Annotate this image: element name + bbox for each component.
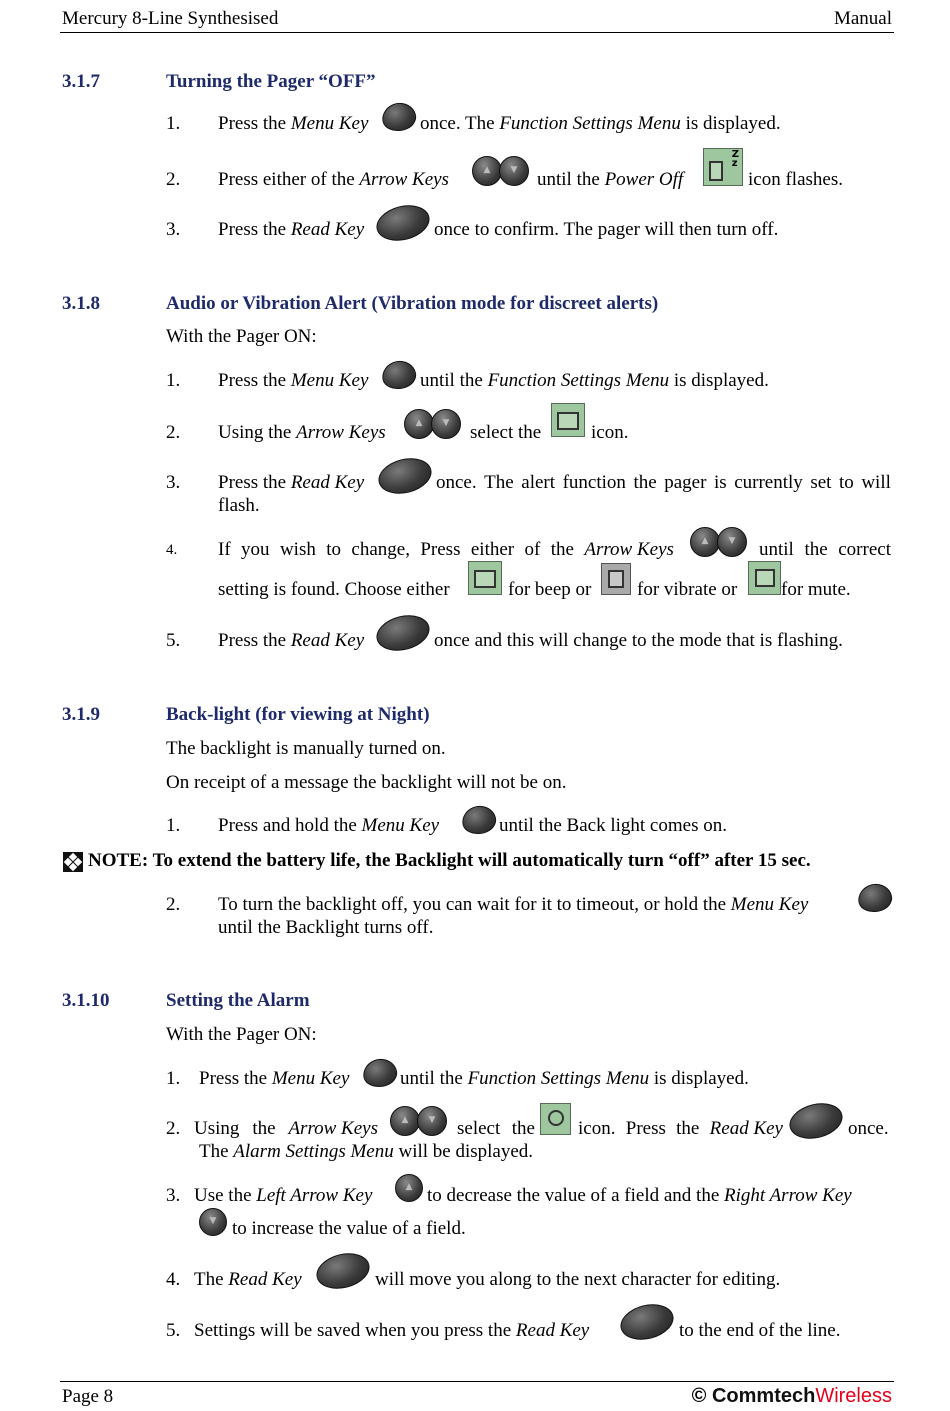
step-text: Press the Menu Key — [218, 370, 369, 391]
step-text-cont: until the Back light comes on. — [499, 815, 727, 836]
read-key-icon — [375, 453, 436, 499]
section-title: Back-light (for viewing at Night) — [166, 704, 430, 725]
step-text-wrap: flash. — [218, 495, 260, 516]
step-number: 2. — [166, 422, 181, 443]
step-text: If you wish to change, Press either of the Arrow Keys — [218, 539, 674, 560]
step-text: Press the Menu Key — [218, 113, 369, 134]
alert-mode-icon — [551, 403, 585, 437]
step-number: 5. — [166, 1320, 181, 1341]
step-text-wrap: to increase the value of a field. — [232, 1218, 466, 1239]
step-text: Use the Left Arrow Key — [194, 1185, 373, 1206]
beep-mode-icon — [468, 561, 502, 595]
step-text-cont: until the Power Off — [537, 169, 684, 190]
step-text-cont: once. — [848, 1118, 889, 1139]
step-number: 2. — [166, 169, 181, 190]
menu-key-icon — [459, 803, 498, 837]
step-text: Settings will be saved when you press the Read Key — [194, 1320, 590, 1341]
arrow-keys-icon: ▲ ▼ — [690, 527, 748, 559]
section-number: 3.1.7 — [62, 71, 100, 92]
step-number: 1. — [166, 370, 181, 391]
step-text-cont: until the correct — [759, 539, 891, 560]
footer-brand-logo — [692, 1385, 892, 1408]
arrow-keys-icon: ▲ ▼ — [404, 409, 462, 441]
step-text: To turn the backlight off, you can wait for it to timeout, or hold the Menu Key — [218, 894, 809, 915]
menu-key-icon — [855, 881, 894, 915]
step-text-cont: icon. — [591, 422, 629, 443]
step-text-cont: until the Function Settings Menu is displayed. — [400, 1068, 749, 1089]
step-text: Using the Arrow Keys — [218, 422, 386, 443]
brand-name-part-2: Wireless — [815, 1385, 892, 1407]
step-number: 4. — [166, 1269, 181, 1290]
step-text-cont: select the — [457, 1118, 535, 1139]
step-text: The Read Key — [194, 1269, 302, 1290]
step-text-cont: once. The Function Settings Menu is displayed. — [420, 113, 781, 134]
step-text-wrap: setting is found. Choose either — [218, 579, 450, 600]
step-number: 3. — [166, 1185, 181, 1206]
header-doc-type: Manual — [833, 8, 892, 29]
page-number: Page 8 — [62, 1386, 114, 1407]
step-text-cont: to the end of the line. — [679, 1320, 841, 1341]
step-text-cont: icon. Press the Read Key — [578, 1118, 783, 1139]
intro-text: With the Pager ON: — [166, 326, 317, 347]
step-number: 4. — [166, 542, 178, 558]
body-text: The backlight is manually turned on. — [166, 738, 446, 759]
read-key-icon — [786, 1098, 847, 1144]
step-text: Press the Read Key — [218, 472, 365, 493]
mute-mode-icon — [748, 561, 781, 595]
step-number: 2. — [166, 1118, 181, 1139]
step-number: 3. — [166, 472, 181, 493]
power-off-icon: Z z — [703, 148, 743, 186]
step-number: 1. — [166, 113, 181, 134]
section-number: 3.1.10 — [62, 990, 110, 1011]
step-text-cont: to decrease the value of a field and the Right Arrow Key — [427, 1185, 852, 1206]
step-text: Press and hold the Menu Key — [218, 815, 440, 836]
body-text: On receipt of a message the backlight will not be on. — [166, 772, 567, 793]
section-number: 3.1.8 — [62, 293, 100, 314]
step-text: Press the Read Key — [218, 219, 365, 240]
section-title: Setting the Alarm — [166, 990, 310, 1011]
step-text: Press either of the Arrow Keys — [218, 169, 449, 190]
step-text: Press the Menu Key — [199, 1068, 350, 1089]
step-number: 2. — [166, 894, 181, 915]
note-text: NOTE: To extend the battery life, the Backlight will automatically turn “off” after 15 sec. — [88, 850, 811, 871]
step-text-cont: will move you along to the next character for editing. — [375, 1269, 781, 1290]
menu-key-icon — [360, 1056, 399, 1090]
header-title: Mercury 8-Line Synthesised — [62, 8, 279, 29]
arrow-keys-icon: ▲ ▼ — [472, 156, 530, 188]
step-text-wrap: for beep or — [508, 579, 592, 600]
step-text-wrap: for vibrate or — [637, 579, 738, 600]
vibrate-mode-icon — [601, 563, 631, 595]
step-text-cont: once and this will change to the mode that is flashing. — [434, 630, 843, 651]
footer-rule — [60, 1381, 894, 1382]
step-text-cont: icon flashes. — [748, 169, 843, 190]
step-text-wrap: until the Backlight turns off. — [218, 917, 434, 938]
step-text-cont: select the — [470, 422, 542, 443]
section-title: Turning the Pager “OFF” — [166, 71, 376, 92]
step-text-cont: once to confirm. The pager will then turn off. — [434, 219, 779, 240]
arrow-keys-icon: ▲ ▼ — [390, 1106, 448, 1138]
step-text-cont: once. The alert function the pager is currently set to will — [436, 472, 891, 493]
left-arrow-key-icon: ▲ — [395, 1174, 423, 1202]
step-number: 1. — [166, 815, 181, 836]
menu-key-icon — [379, 358, 418, 392]
read-key-icon — [617, 1299, 678, 1345]
step-text-cont: until the Function Settings Menu is displayed. — [420, 370, 769, 391]
header-rule — [60, 32, 894, 33]
read-key-icon — [313, 1248, 374, 1294]
step-text-wrap: The Alarm Settings Menu will be displayed. — [199, 1141, 534, 1162]
brand-name-part-1: Commtech — [711, 1385, 816, 1407]
note-diamond-icon — [63, 852, 83, 872]
alarm-icon — [540, 1103, 571, 1135]
step-number: 3. — [166, 219, 181, 240]
step-number: 5. — [166, 630, 181, 651]
step-text: Using the Arrow Keys — [194, 1118, 378, 1139]
section-title: Audio or Vibration Alert (Vibration mode for discreet alerts) — [166, 293, 659, 314]
step-number: 1. — [166, 1068, 181, 1089]
read-key-icon — [373, 200, 434, 246]
intro-text: With the Pager ON: — [166, 1024, 317, 1045]
step-text-wrap: for mute. — [781, 579, 851, 600]
copyright-mark: © — [691, 1385, 707, 1407]
section-number: 3.1.9 — [62, 704, 100, 725]
menu-key-icon — [379, 100, 418, 134]
read-key-icon — [373, 610, 434, 656]
step-text: Press the Read Key — [218, 630, 365, 651]
right-arrow-key-icon: ▼ — [199, 1208, 227, 1236]
